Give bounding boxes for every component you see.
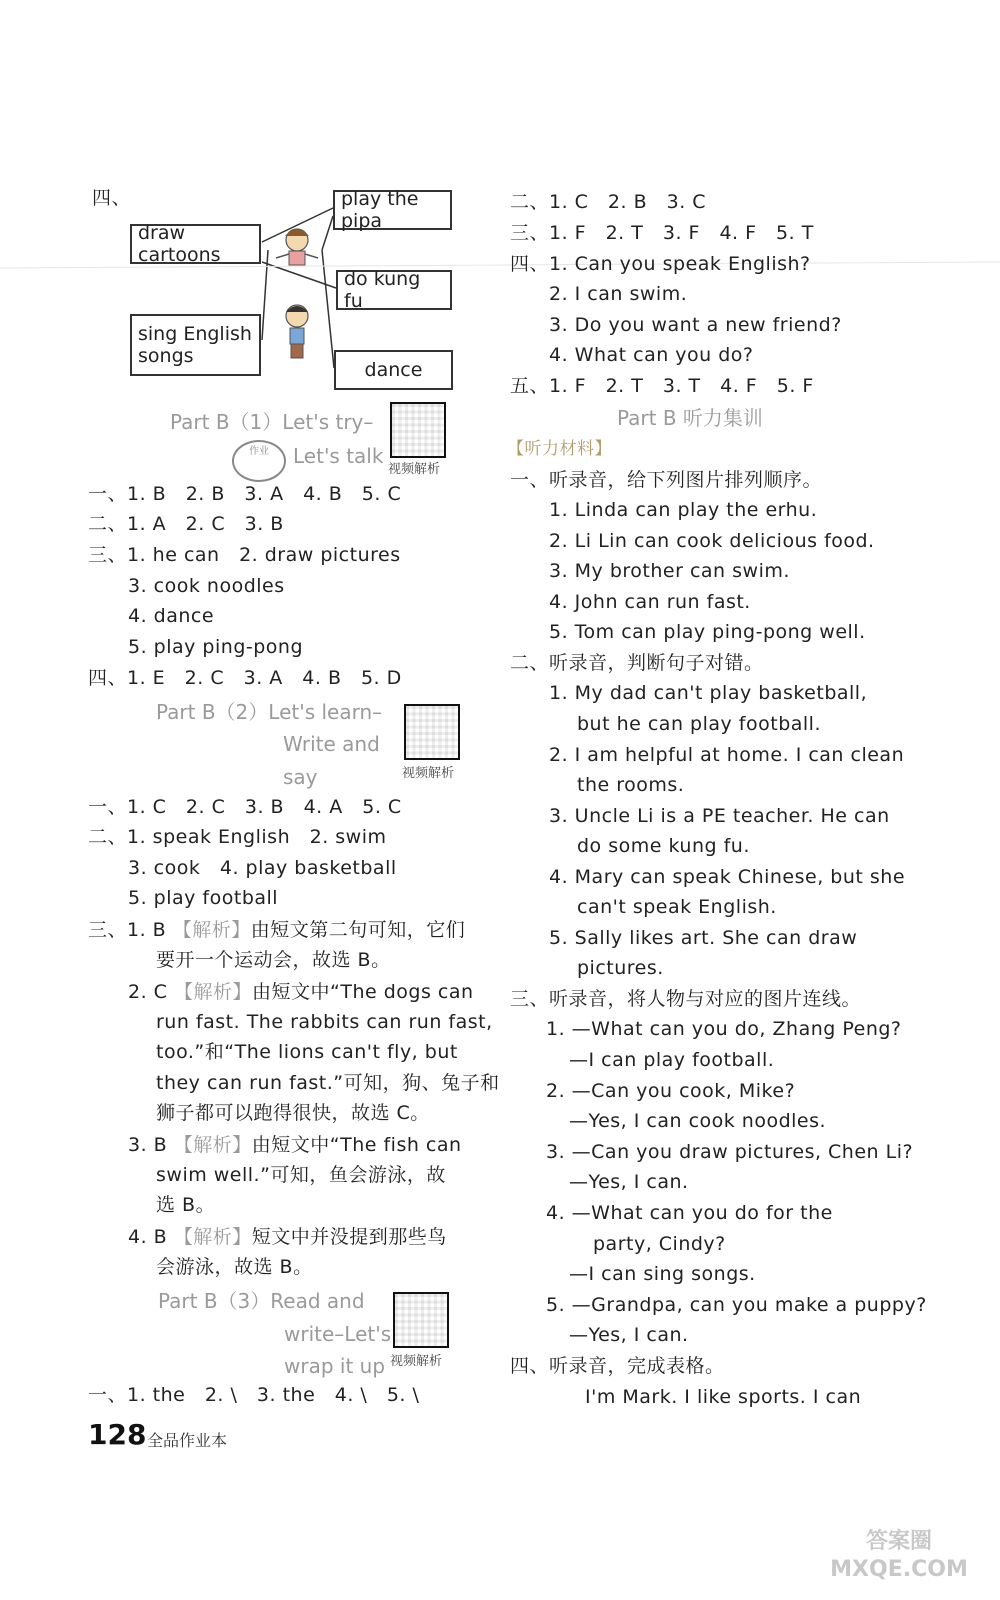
- answer-line: 四、1. Can you speak English?: [510, 253, 811, 275]
- answer-line: 二、1. A 2. C 3. B: [88, 513, 284, 535]
- section3-title-line3: wrap it up: [284, 1354, 386, 1378]
- script-line: 2. —Can you cook, Mike?: [546, 1080, 796, 1102]
- answer-line: 5. play ping-pong: [128, 636, 304, 658]
- script-line: —Yes, I can.: [569, 1171, 689, 1193]
- script-line: 4. —What can you do for the: [546, 1202, 833, 1224]
- script-line: 1. My dad can't play basketball,: [549, 682, 868, 704]
- script-line: —I can play football.: [569, 1049, 775, 1071]
- match-box-kung-fu: do kung fu: [336, 270, 452, 310]
- match-box-draw-cartoons: draw cartoons: [130, 224, 261, 264]
- answer-line: 3. Do you want a new friend?: [549, 314, 842, 336]
- answer-line: 一、1. the 2. \ 3. the 4. \ 5. \: [88, 1384, 420, 1406]
- page-number: 128: [88, 1418, 147, 1451]
- answer-line: 一、1. B 2. B 3. A 4. B 5. C: [88, 483, 402, 505]
- script-line: 4. Mary can speak Chinese, but she: [549, 866, 906, 888]
- script-line: 5. —Grandpa, can you make a puppy?: [546, 1294, 927, 1316]
- section2-title-line2: Write and: [283, 732, 380, 756]
- script-line: 2. I am helpful at home. I can clean: [549, 744, 905, 766]
- script-line: —I can sing songs.: [569, 1263, 756, 1285]
- answer-line: 四、1. E 2. C 3. A 4. B 5. D: [88, 667, 402, 689]
- analysis-line: run fast. The rabbits can run fast,: [156, 1011, 493, 1033]
- script-line: 5. Tom can play ping-pong well.: [549, 621, 866, 643]
- script-line: 2. Li Lin can cook delicious food.: [549, 530, 875, 552]
- analysis-line: too.”和“The lions can't fly, but: [156, 1041, 458, 1063]
- answer-line: 4. dance: [128, 605, 215, 627]
- section2-title-line3: say: [283, 765, 318, 789]
- script-line: pictures.: [577, 957, 664, 979]
- script-line: do some kung fu.: [577, 835, 750, 857]
- boy-illustration: [286, 305, 308, 358]
- answer-line: 二、1. C 2. B 3. C: [510, 191, 707, 213]
- section3-title-line2: write–Let's: [284, 1322, 392, 1346]
- analysis-line: 要开一个运动会，故选 B。: [156, 949, 391, 971]
- answer-line: 3. cook noodles: [128, 575, 285, 597]
- listening-section-title: Part B 听力集训: [617, 406, 763, 430]
- section2-title-line1: Part B（2）Let's learn–: [156, 700, 383, 724]
- section1-title-line2: Let's talk: [293, 444, 384, 468]
- analysis-line: 三、1. B 【解析】由短文第二句可知，它们: [88, 919, 466, 941]
- material-label: 【听力材料】: [507, 439, 612, 459]
- script-line: 3. My brother can swim.: [549, 560, 790, 582]
- answer-line: 一、1. C 2. C 3. B 4. A 5. C: [88, 796, 402, 818]
- question-title: 三、听录音，将人物与对应的图片连线。: [510, 988, 862, 1010]
- analysis-line: 狮子都可以跑得很快，故选 C。: [156, 1102, 430, 1124]
- answer-line: 3. cook 4. play basketball: [128, 857, 397, 879]
- question-title: 二、听录音，判断句子对错。: [510, 652, 764, 674]
- girl-illustration: [276, 229, 318, 265]
- answer-line: 三、1. F 2. T 3. F 4. F 5. T: [510, 222, 814, 244]
- script-line: 1. —What can you do, Zhang Peng?: [546, 1018, 902, 1040]
- analysis-line: 2. C 【解析】由短文中“The dogs can: [128, 981, 474, 1003]
- analysis-line: 选 B。: [156, 1194, 216, 1216]
- analysis-line: swim well.”可知，鱼会游泳，故: [156, 1164, 446, 1186]
- qr-caption: 视频解析: [402, 766, 455, 781]
- script-line: —Yes, I can cook noodles.: [569, 1110, 827, 1132]
- analysis-line: 会游泳，故选 B。: [156, 1256, 313, 1278]
- script-line: but he can play football.: [577, 713, 821, 735]
- answer-line: 5. play football: [128, 887, 279, 909]
- question-title: 四、听录音，完成表格。: [510, 1355, 725, 1377]
- section1-title-line1: Part B（1）Let's try–: [170, 410, 374, 434]
- watermark-logo: 答案圈 MXQE.COM: [830, 1529, 968, 1582]
- answer-line: 五、1. F 2. T 3. T 4. F 5. F: [510, 375, 814, 397]
- qr-code-icon[interactable]: [404, 704, 460, 760]
- answer-line: 4. What can you do?: [549, 344, 754, 366]
- book-title: 全品作业本: [147, 1431, 228, 1450]
- analysis-line: 3. B 【解析】由短文中“The fish can: [128, 1134, 462, 1156]
- script-line: 3. Uncle Li is a PE teacher. He can: [549, 805, 890, 827]
- qr-caption: 视频解析: [390, 1354, 443, 1369]
- analysis-line: 4. B 【解析】短文中并没提到那些鸟: [128, 1226, 447, 1248]
- section3-title-line1: Part B（3）Read and: [158, 1289, 365, 1313]
- script-line: party, Cindy?: [593, 1233, 726, 1255]
- match-box-play-pipa: play the pipa: [333, 190, 452, 230]
- script-line: —Yes, I can.: [569, 1324, 689, 1346]
- matching-question-number: 四、: [92, 187, 132, 209]
- script-line: I'm Mark. I like sports. I can: [585, 1386, 862, 1408]
- script-line: 1. Linda can play the erhu.: [549, 499, 818, 521]
- qr-code-icon[interactable]: [393, 1292, 449, 1348]
- answer-line: 二、1. speak English 2. swim: [88, 826, 387, 848]
- qr-code-icon[interactable]: [390, 402, 446, 458]
- analysis-line: they can run fast.”可知，狗、兔子和: [156, 1072, 500, 1094]
- script-line: 3. —Can you draw pictures, Chen Li?: [546, 1141, 914, 1163]
- script-line: the rooms.: [577, 774, 685, 796]
- script-line: can't speak English.: [577, 896, 777, 918]
- script-line: 5. Sally likes art. She can draw: [549, 927, 858, 949]
- script-line: 4. John can run fast.: [549, 591, 751, 613]
- homework-stamp-icon: 作业: [232, 440, 286, 482]
- match-box-dance: dance: [334, 350, 453, 390]
- match-box-sing-songs: sing English songs: [130, 314, 261, 376]
- answer-line: 2. I can swim.: [549, 283, 688, 305]
- question-title: 一、听录音，给下列图片排列顺序。: [510, 469, 823, 491]
- qr-caption: 视频解析: [388, 462, 441, 477]
- answer-line: 三、1. he can 2. draw pictures: [88, 544, 401, 566]
